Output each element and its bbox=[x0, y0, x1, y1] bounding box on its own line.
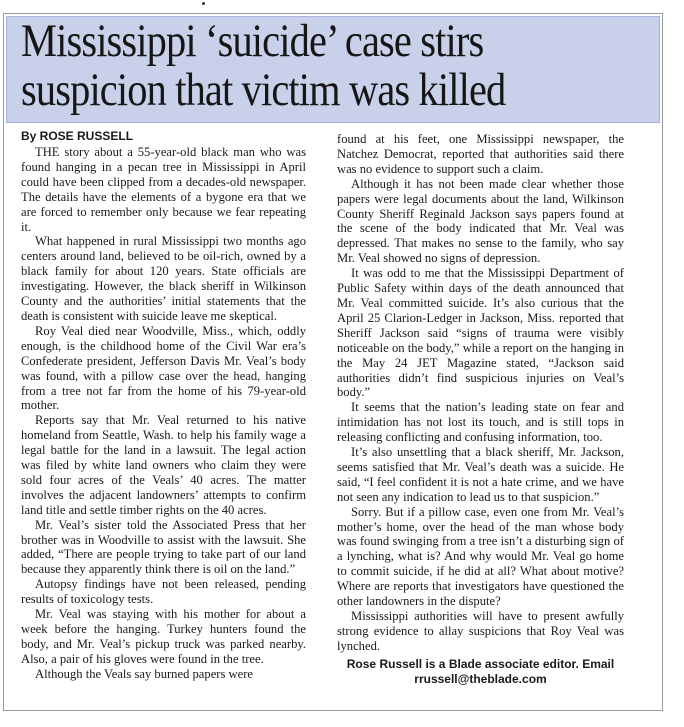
headline-line-1: Mississippi ‘suicide’ case stirs bbox=[21, 15, 484, 67]
paragraph: Reports say that Mr. Veal returned to his native homeland from Seattle, Wash. to help his family wage a legal battle for the land in a lawsuit. The legal action was filed by white land owners who claim they were sold four acres of the Veals’ 40 acres. The matter involves the adjacent landowners’ attempts to confirm land title and settle timber rights on the 40 acres. bbox=[21, 413, 306, 517]
byline: By ROSE RUSSELL bbox=[21, 129, 134, 143]
paragraph-continuation: found at his feet, one Mississippi newspaper, the Natchez Democrat, reported that authorities said there was no evidence to support such a claim. bbox=[337, 132, 624, 176]
paragraph: Although the Veals say burned papers were bbox=[35, 666, 253, 681]
headline-highlight bbox=[6, 16, 660, 123]
left-column bbox=[21, 129, 306, 682]
paragraph: THE story about a 55-year-old black man who was found hanging in a pecan tree in Mississippi in April could have been clipped from a decades-old newspaper. The details have the elements of a bygone era that we are forced to remember only because we fear repeating it. bbox=[21, 145, 306, 234]
paragraph: Mr. Veal’s sister told the Associated Press that her brother was in Woodville to assist with the lawsuit. She added, “There are people trying to take part of our land because they apparently think there is oil on the land.” bbox=[21, 517, 306, 577]
paragraph: Although it has not been made clear whether those papers were legal documents about the land, Wilkinson County Sheriff Reginald Jackson says papers found at the scene of the body indicated that Mr. Veal was depressed. That makes no sense to the family, who say Mr. Veal showed no signs of depression. bbox=[337, 176, 624, 266]
headline-line-2: suspicion that victim was killed bbox=[21, 64, 506, 116]
headline bbox=[21, 17, 563, 115]
author-email: rrussell@theblade.com bbox=[414, 671, 547, 686]
paragraph: Roy Veal died near Woodville, Miss., which, oddly enough, is the childhood home of the Civil War era’s Confederate president, Jefferson Davis Mr. Veal’s body was found, with a pillow case over the head, hanging from a tree not far from the home of his 79-year-old mother. bbox=[21, 323, 306, 413]
paragraph: Autopsy findings have not been released, pending results of toxicology tests. bbox=[21, 577, 306, 607]
tagline-line-1: Rose Russell is a Blade associate editor. Email bbox=[346, 656, 615, 671]
right-column bbox=[337, 132, 624, 687]
author-tagline bbox=[337, 657, 624, 687]
paragraph: It was odd to me that the Mississippi Department of Public Safety within days of the death announced that Mr. Veal committed suicide. It’s also curious that the April 25 Clarion-Ledger in Jackson, Miss. reported that Sheriff Jackson said “signs of trauma were visibly noticeable on the body,” while a report on the hanging in the May 24 JET Magazine stated, “Jackson said authorities didn’t find suspicious injuries on Veal’s body.” bbox=[337, 266, 624, 400]
paragraph: Mississippi authorities will have to present awfully strong evidence to allay suspicions that Roy Veal was lynched. bbox=[337, 609, 624, 653]
paragraph: It seems that the nation’s leading state on fear and intimidation has not lost its touch, and is still tops in releasing conflicting and confusing information, too. bbox=[337, 400, 624, 445]
paragraph: Mr. Veal was staying with his mother for about a week before the hanging. Turkey hunters found the body, and Mr. Veal’s pickup truck was parked nearby. Also, a pair of his gloves were found in the tree. bbox=[21, 607, 306, 666]
margin-dot bbox=[202, 2, 205, 5]
paragraph: Sorry. But if a pillow case, even one from Mr. Veal’s mother’s home, over the head of the man whose body was found swinging from a tree isn’t a disturbing sign of a lynching, what is? And why would Mr. Veal go home to commit suicide, if he did at all? What about motive? Where are reports that investigators have questioned the other landowners in the dispute? bbox=[337, 504, 624, 609]
paragraph: It’s also unsettling that a black sheriff, Mr. Jackson, seems satisfied that Mr. Veal’s death was a suicide. He said, “I feel confident it is not a hate crime, and we have not seen any indication to lead us to that suspicion.” bbox=[337, 445, 624, 504]
newspaper-clipping bbox=[3, 13, 663, 711]
paragraph: What happened in rural Mississippi two months ago centers around land, believed to be oil-rich, owned by a black family for about 120 years. State officials are investigating. However, the black sheriff in Wilkinson County and the authorities’ initial statements that the death is consistent with suicide leave me skeptical. bbox=[21, 234, 306, 323]
